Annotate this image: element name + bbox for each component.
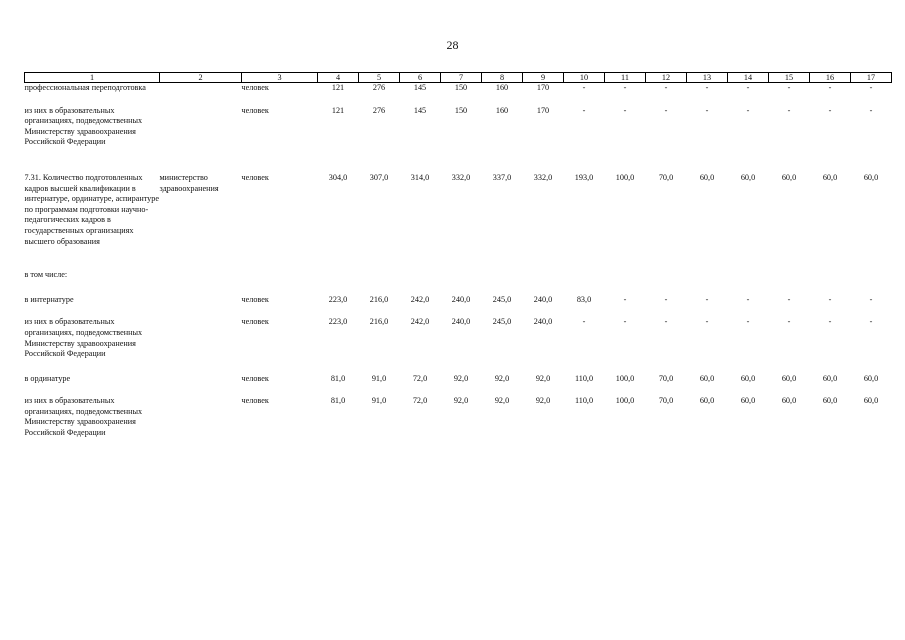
value-cell: 240,0 <box>451 294 471 304</box>
value-cell <box>687 247 728 281</box>
value-cell <box>523 247 564 281</box>
value-cell <box>728 247 769 281</box>
table-row <box>25 83 892 94</box>
value-cell: 110,0 <box>574 373 594 383</box>
value-cell: 332,0 <box>451 172 471 182</box>
value-cell: - <box>746 317 750 327</box>
value-cell: 240,0 <box>533 294 553 304</box>
unit-cell: человек <box>241 317 269 327</box>
value-cell: 60,0 <box>863 396 879 406</box>
value-cell: 60,0 <box>822 172 838 182</box>
value-cell: 60,0 <box>781 396 797 406</box>
value-cell: 332,0 <box>533 172 553 182</box>
unit-cell: человек <box>241 105 269 115</box>
value-cell: - <box>787 317 791 327</box>
column-header: 17 <box>851 73 892 83</box>
indicator-name-cell: профессиональная переподготовка <box>24 83 146 92</box>
value-cell: 70,0 <box>658 373 674 383</box>
column-header: 3 <box>242 73 318 83</box>
value-cell: 240,0 <box>451 317 471 327</box>
value-cell: 81,0 <box>330 396 346 406</box>
column-header: 2 <box>160 73 242 83</box>
value-cell: 304,0 <box>328 172 348 182</box>
value-cell: 110,0 <box>574 396 594 406</box>
value-cell: 170 <box>536 83 550 92</box>
value-cell: 100,0 <box>615 396 635 406</box>
value-cell: 276 <box>372 83 386 92</box>
value-cell <box>646 247 687 281</box>
value-cell: 242,0 <box>410 294 430 304</box>
value-cell: 150 <box>454 83 468 92</box>
table-row <box>25 247 892 281</box>
organization-cell: министерство здравоохранения <box>159 172 219 193</box>
column-header: 8 <box>482 73 523 83</box>
value-cell: 70,0 <box>658 172 674 182</box>
organization-cell <box>160 247 242 281</box>
value-cell: 242,0 <box>410 317 430 327</box>
value-cell: 121 <box>331 83 345 92</box>
indicator-name-cell: из них в образовательных организациях, подведомственных Министерству здравоохранения Российской Федерации <box>24 396 143 438</box>
value-cell: - <box>664 83 668 92</box>
value-cell: 121 <box>331 105 345 115</box>
value-cell: - <box>664 317 668 327</box>
value-cell: 92,0 <box>453 373 469 383</box>
value-cell: 193,0 <box>574 172 594 182</box>
value-cell: 60,0 <box>781 172 797 182</box>
value-cell: 307,0 <box>369 172 389 182</box>
value-cell: 91,0 <box>371 396 387 406</box>
value-cell: 60,0 <box>740 396 756 406</box>
unit-cell: человек <box>241 172 269 182</box>
value-cell: 60,0 <box>822 373 838 383</box>
value-cell <box>810 247 851 281</box>
value-cell: 60,0 <box>822 396 838 406</box>
value-cell: 92,0 <box>535 396 551 406</box>
indicator-name-cell: из них в образовательных организациях, подведомственных Министерству здравоохранения Российской Федерации <box>24 317 143 359</box>
value-cell: 150 <box>454 105 468 115</box>
value-cell <box>564 247 605 281</box>
organization-cell <box>160 94 242 148</box>
value-cell: 92,0 <box>494 396 510 406</box>
value-cell: 92,0 <box>453 396 469 406</box>
indicator-name-cell: 7.31. Количество подготовленных кадров высшей квалификации в интернатуре, ординатуре, аспирантуре по программам подготовки научно-педагогических кадров в государственных организациях высшего образования <box>24 172 160 246</box>
value-cell: 223,0 <box>328 317 348 327</box>
value-cell: - <box>869 83 873 92</box>
indicator-name-cell: в интернатуре <box>24 294 74 304</box>
value-cell: - <box>746 294 750 304</box>
column-header: 6 <box>400 73 441 83</box>
value-cell: - <box>582 83 586 92</box>
value-cell: - <box>623 294 627 304</box>
value-cell: 160 <box>495 83 509 92</box>
value-cell <box>769 247 810 281</box>
value-cell: 83,0 <box>576 294 592 304</box>
value-cell: 276 <box>372 105 386 115</box>
value-cell: 160 <box>495 105 509 115</box>
value-cell: 240,0 <box>533 317 553 327</box>
value-cell <box>359 247 400 281</box>
value-cell: - <box>623 317 627 327</box>
value-cell: 100,0 <box>615 172 635 182</box>
value-cell: 216,0 <box>369 294 389 304</box>
value-cell: - <box>828 317 832 327</box>
value-cell <box>851 247 892 281</box>
value-cell: - <box>787 83 791 92</box>
value-cell: 337,0 <box>492 172 512 182</box>
value-cell: - <box>869 105 873 115</box>
value-cell: 100,0 <box>615 373 635 383</box>
value-cell: - <box>705 317 709 327</box>
value-cell: - <box>664 105 668 115</box>
value-cell <box>400 247 441 281</box>
unit-cell: человек <box>241 396 269 406</box>
value-cell: 92,0 <box>494 373 510 383</box>
organization-cell <box>160 305 242 359</box>
value-cell: 70,0 <box>658 396 674 406</box>
organization-cell <box>160 360 242 385</box>
value-cell: - <box>828 294 832 304</box>
value-cell: - <box>828 105 832 115</box>
indicator-table <box>24 72 892 439</box>
page-number: 28 <box>446 38 459 52</box>
value-cell: 91,0 <box>371 373 387 383</box>
column-header: 13 <box>687 73 728 83</box>
value-cell <box>482 247 523 281</box>
organization-cell <box>160 281 242 306</box>
value-cell: 145 <box>413 105 427 115</box>
value-cell <box>441 247 482 281</box>
column-header: 7 <box>441 73 482 83</box>
value-cell: 60,0 <box>863 172 879 182</box>
value-cell: 223,0 <box>328 294 348 304</box>
organization-cell <box>160 384 242 438</box>
value-cell: 145 <box>413 83 427 92</box>
column-header: 14 <box>728 73 769 83</box>
column-header: 9 <box>523 73 564 83</box>
value-cell: 60,0 <box>781 373 797 383</box>
column-number-header <box>25 73 892 83</box>
value-cell: - <box>705 294 709 304</box>
value-cell: 60,0 <box>699 172 715 182</box>
table-row <box>25 360 892 385</box>
table-row <box>25 305 892 359</box>
value-cell: - <box>746 105 750 115</box>
value-cell: 245,0 <box>492 317 512 327</box>
column-header: 10 <box>564 73 605 83</box>
value-cell: - <box>869 317 873 327</box>
column-header: 4 <box>318 73 359 83</box>
value-cell: 81,0 <box>330 373 346 383</box>
column-header: 12 <box>646 73 687 83</box>
indicator-name-cell: в том числе: <box>24 270 68 280</box>
value-cell: 60,0 <box>863 373 879 383</box>
value-cell: 92,0 <box>535 373 551 383</box>
value-cell: - <box>828 83 832 92</box>
unit-cell: человек <box>241 83 269 92</box>
value-cell: 60,0 <box>699 373 715 383</box>
value-cell: 72,0 <box>412 373 428 383</box>
unit-cell: человек <box>241 294 269 304</box>
value-cell: - <box>787 294 791 304</box>
value-cell: 72,0 <box>412 396 428 406</box>
value-cell: 245,0 <box>492 294 512 304</box>
table-row <box>25 94 892 148</box>
value-cell <box>318 247 359 281</box>
organization-cell <box>160 83 242 94</box>
value-cell: - <box>869 294 873 304</box>
value-cell: - <box>623 105 627 115</box>
table-row <box>25 384 892 438</box>
column-header: 11 <box>605 73 646 83</box>
indicator-name-cell: в ординатуре <box>24 373 71 383</box>
value-cell <box>605 247 646 281</box>
value-cell: - <box>582 105 586 115</box>
unit-cell: человек <box>241 373 269 383</box>
indicator-name-cell: из них в образовательных организациях, подведомственных Министерству здравоохранения Российской Федерации <box>24 105 143 147</box>
value-cell: 170 <box>536 105 550 115</box>
table-row <box>25 148 892 247</box>
value-cell: 60,0 <box>740 172 756 182</box>
column-header: 16 <box>810 73 851 83</box>
value-cell: - <box>664 294 668 304</box>
value-cell: 216,0 <box>369 317 389 327</box>
value-cell: 314,0 <box>410 172 430 182</box>
value-cell: 60,0 <box>699 396 715 406</box>
table-row <box>25 281 892 306</box>
value-cell: - <box>746 83 750 92</box>
value-cell: - <box>705 83 709 92</box>
value-cell: - <box>787 105 791 115</box>
value-cell: - <box>623 83 627 92</box>
column-header: 5 <box>359 73 400 83</box>
column-header: 1 <box>25 73 160 83</box>
value-cell: - <box>705 105 709 115</box>
column-header: 15 <box>769 73 810 83</box>
unit-cell <box>242 247 318 281</box>
value-cell: 60,0 <box>740 373 756 383</box>
value-cell: - <box>582 317 586 327</box>
